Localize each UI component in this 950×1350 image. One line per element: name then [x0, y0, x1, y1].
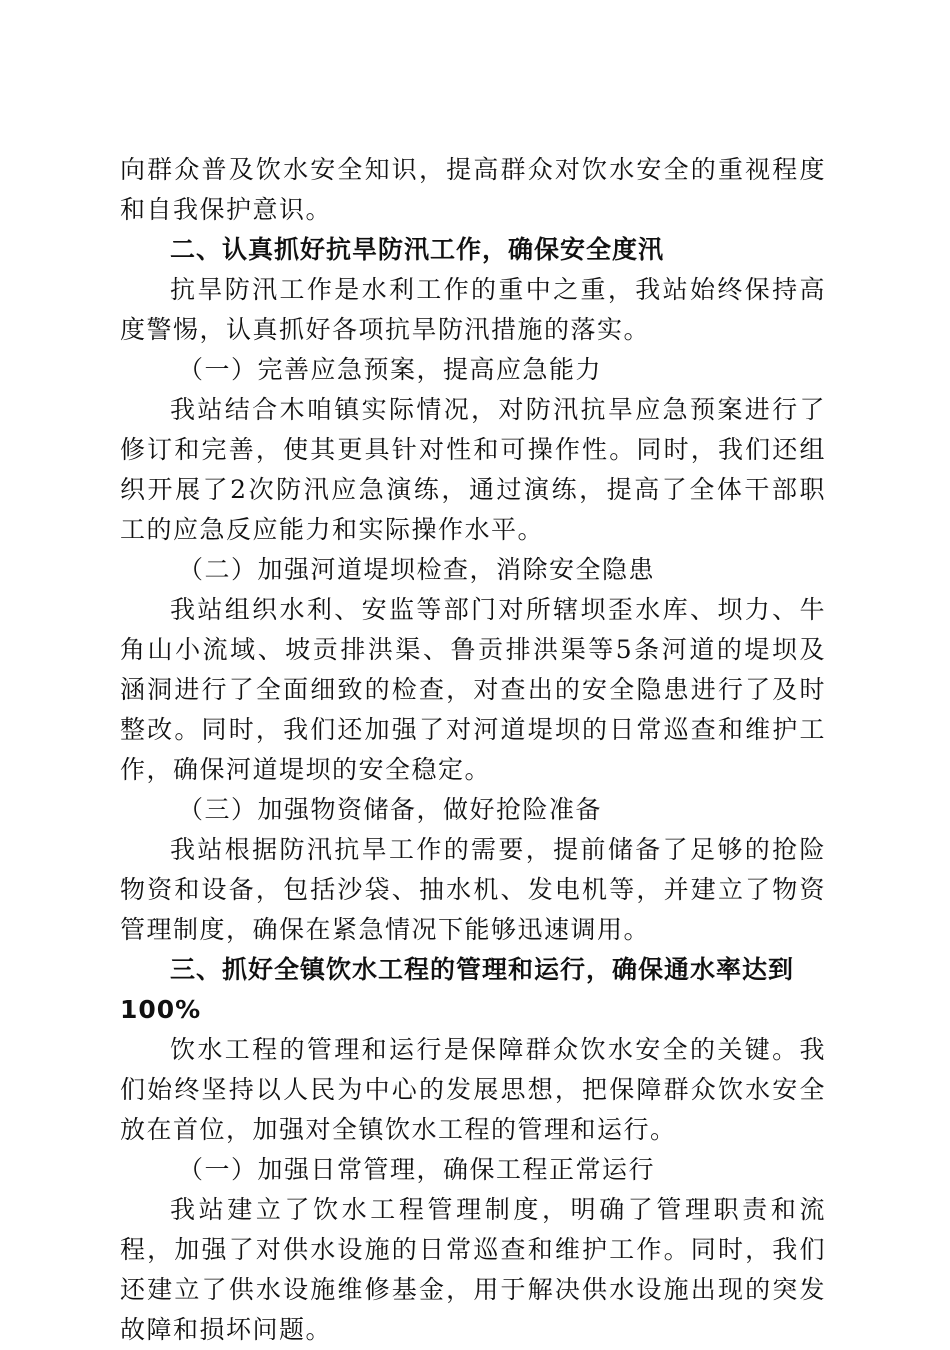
- document-page: [120, 150, 826, 1350]
- subsection-heading: （三）加强物资储备，做好抢险准备: [178, 795, 603, 824]
- paragraph: 我站结合木咱镇实际情况，对防汛抗旱应急预案进行了修订和完善，使其更具针对性和可操作性。同时，我们还组织开展了2次防汛应急演练，通过演练，提高了全体干部职工的应急反应能力和实际操作水平。: [120, 395, 826, 544]
- paragraph: 我站组织水利、安监等部门对所辖坝歪水库、坝力、牛角山小流域、坡贡排洪渠、鲁贡排洪渠等5条河道的堤坝及涵洞进行了全面细致的检查，对查出的安全隐患进行了及时整改。同时，我们还加强了对河道堤坝的日常巡查和维护工作，确保河道堤坝的安全稳定。: [120, 595, 826, 784]
- subsection-heading: （一）完善应急预案，提高应急能力: [178, 355, 603, 384]
- paragraph: 抗旱防汛工作是水利工作的重中之重，我站始终保持高度警惕，认真抓好各项抗旱防汛措施的落实。: [120, 275, 826, 344]
- paragraph-continued: 向群众普及饮水安全知识，提高群众对饮水安全的重视程度和自我保护意识。: [120, 155, 826, 224]
- paragraph: 我站根据防汛抗旱工作的需要，提前储备了足够的抢险物资和设备，包括沙袋、抽水机、发电机等，并建立了物资管理制度，确保在紧急情况下能够迅速调用。: [120, 835, 826, 944]
- subsection-heading: （二）加强河道堤坝检查，消除安全隐患: [178, 555, 656, 584]
- paragraph: 我站建立了饮水工程管理制度，明确了管理职责和流程，加强了对供水设施的日常巡查和维护工作。同时，我们还建立了供水设施维修基金，用于解决供水设施出现的突发故障和损坏问题。: [120, 1195, 826, 1344]
- paragraph: 饮水工程的管理和运行是保障群众饮水安全的关键。我们始终坚持以人民为中心的发展思想，把保障群众饮水安全放在首位，加强对全镇饮水工程的管理和运行。: [120, 1035, 826, 1144]
- subsection-heading: （一）加强日常管理，确保工程正常运行: [178, 1155, 656, 1184]
- section-heading-2: 二、认真抓好抗旱防汛工作，确保安全度汛: [170, 235, 665, 264]
- section-heading-3: 三、抓好全镇饮水工程的管理和运行，确保通水率达到100%: [120, 955, 795, 1024]
